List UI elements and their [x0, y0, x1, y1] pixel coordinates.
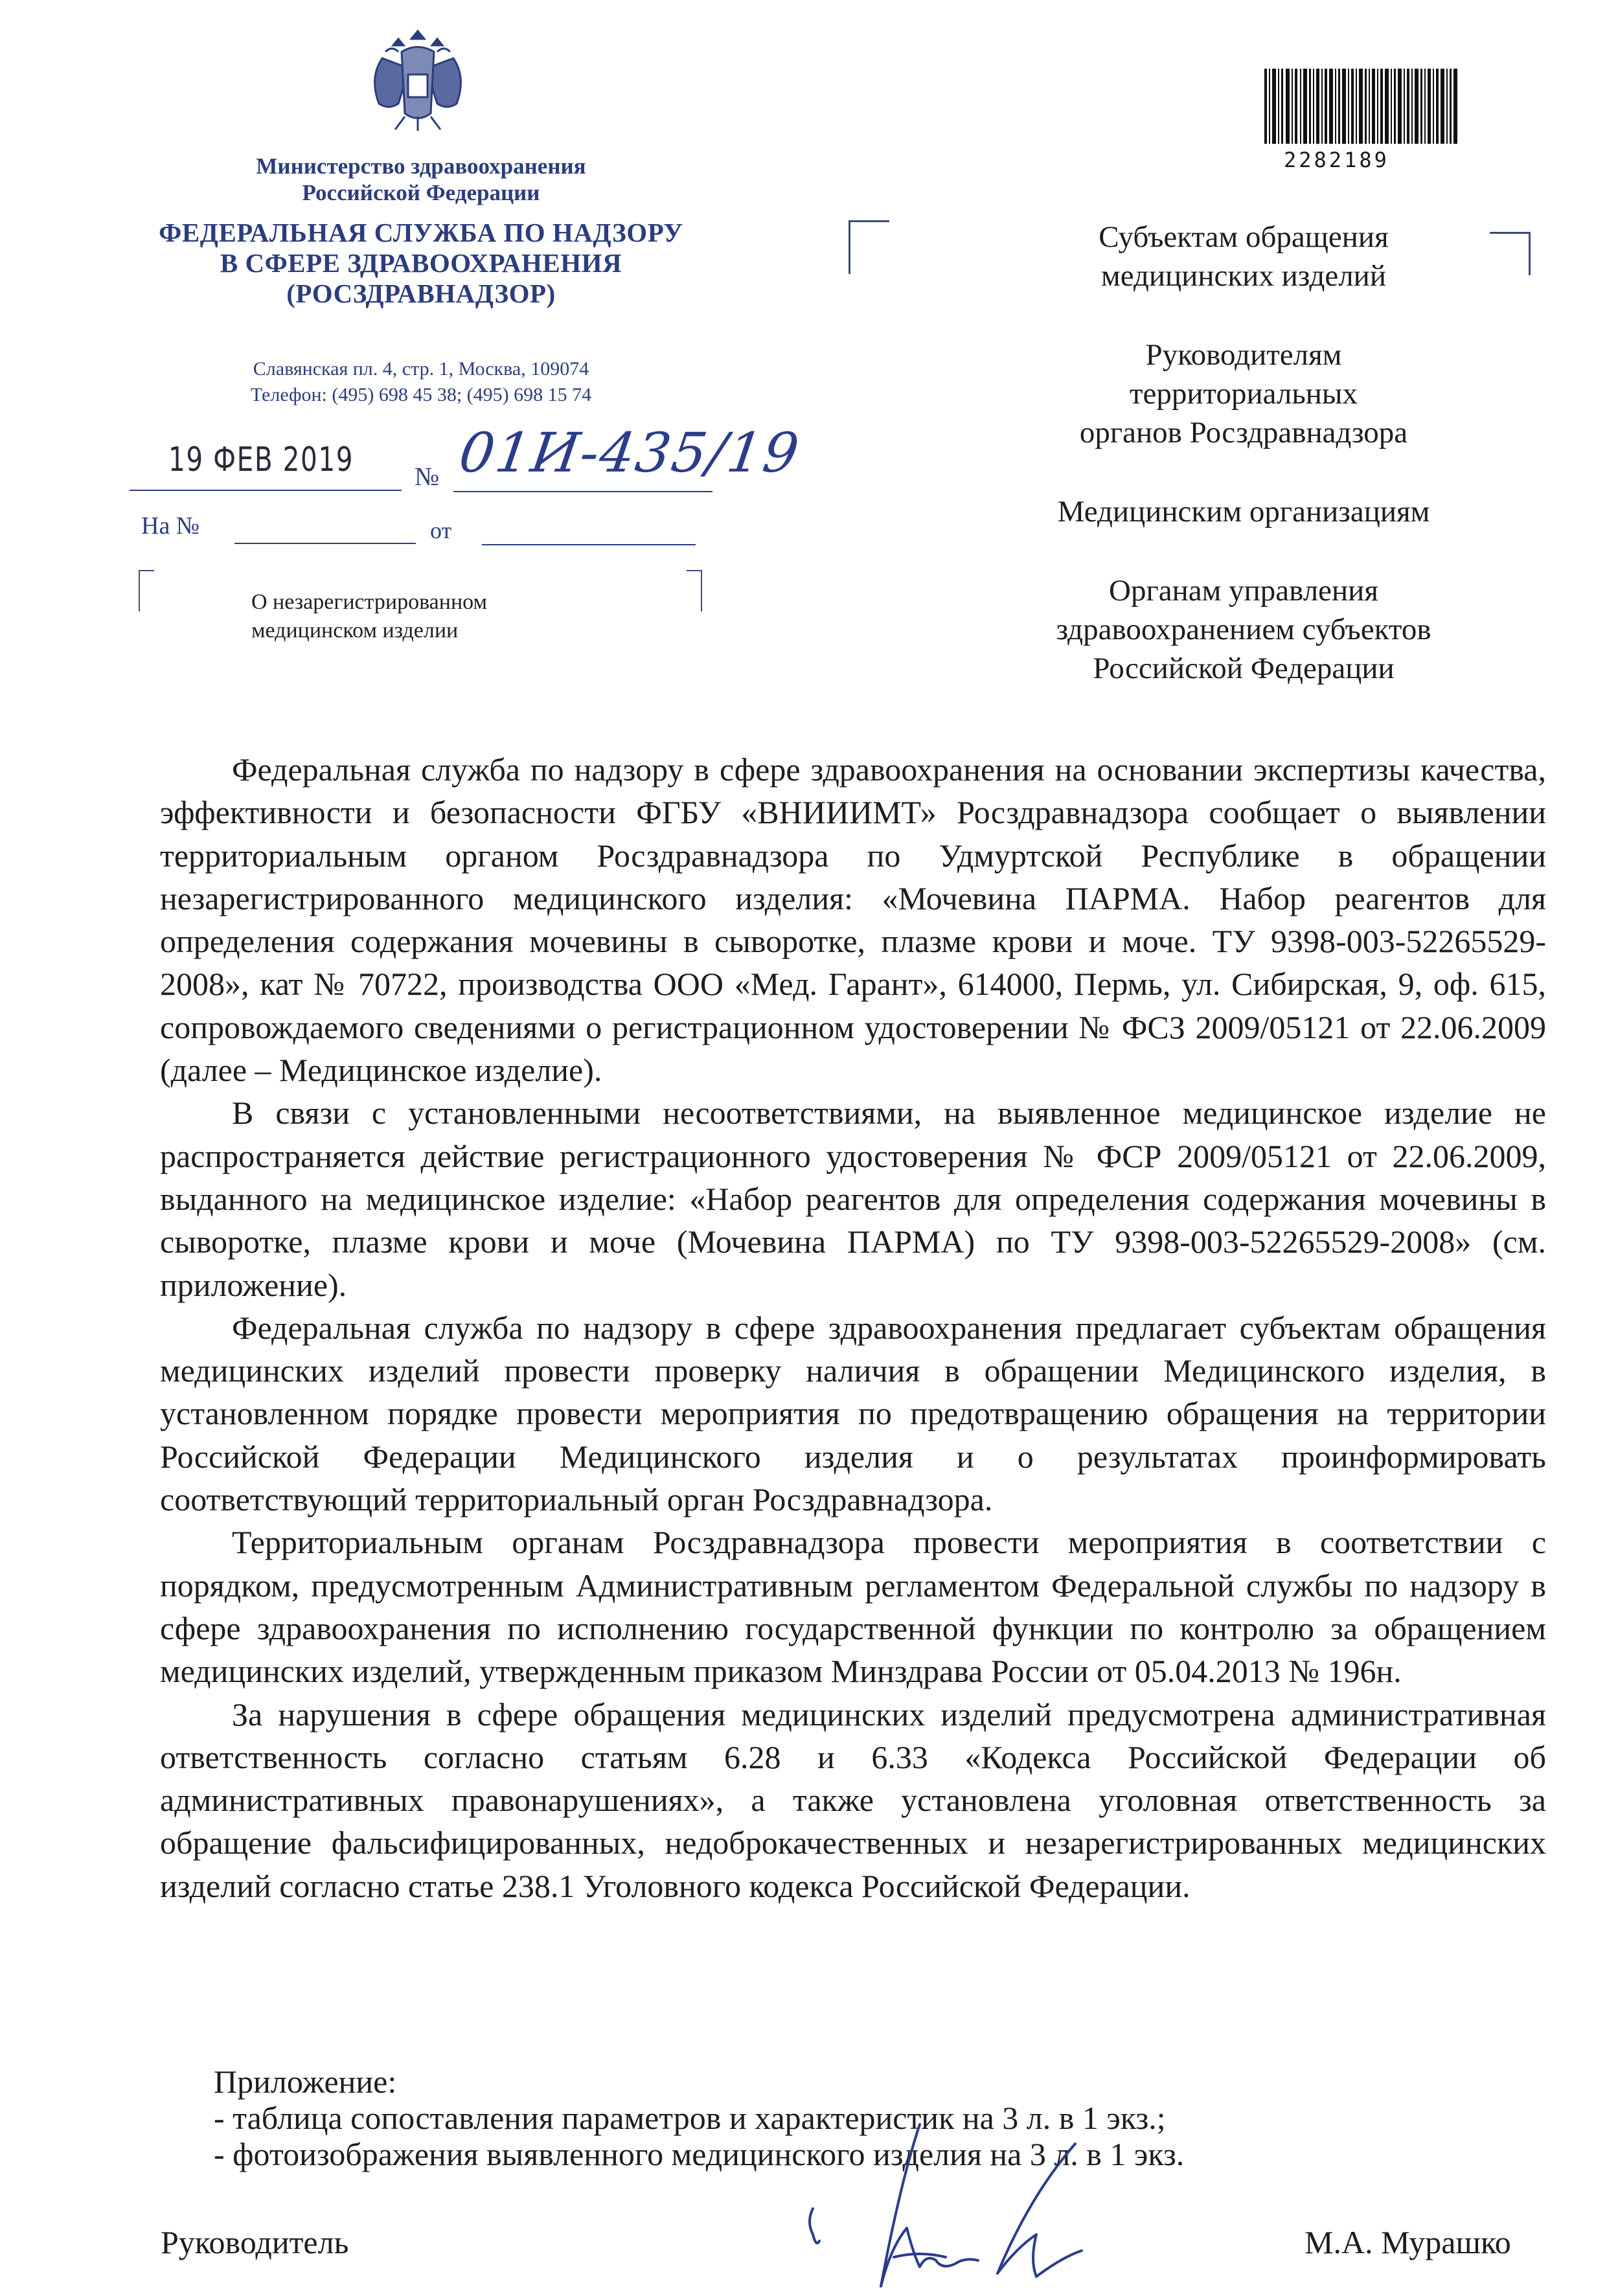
appendix-title: Приложение:	[214, 2063, 397, 2100]
agency-line-1: ФЕДЕРАЛЬНАЯ СЛУЖБА ПО НАДЗОРУ	[159, 218, 683, 247]
reference-number-underline	[234, 543, 416, 544]
addressee-line: медицинских изделий	[1100, 259, 1386, 293]
body-paragraph-1: Федеральная служба по надзору в сфере здравоохранения на основании экспертизы качества, эффективности и безопасности ФГБУ «ВНИИИМТ» Росздравнадзора сообщает о выявлении территориальным органом Росздравнадзора по Удмуртской Республике в обращении незарегистрированного медицинского изделия: «Мочевина ПАРМА. Набор реагентов для определения содержания мочевины в сыворотке, плазме крови и моче. ТУ 9398-003-52265529-2008», кат № 70722, производства ООО «Мед. Гарант», 614000, Пермь, ул. Сибирская, 9, оф. 615, сопровождаемого сведениями о регистрационном удостоверении № ФСЗ 2009/05121 от 22.06.2009 (далее – Медицинское изделие).	[160, 751, 1546, 1089]
body-paragraph-5: За нарушения в сфере обращения медицинских изделий предусмотрена административная ответственность согласно статьям 6.28 и 6.33 «Кодекса Российской Федерации об административных правонарушениях», а также установлена уголовная ответственность за обращение фальсифицированных, недоброкачественных и незарегистрированных медицинских изделий согласно статье 238.1 Уголовного кодекса Российской Федерации.	[160, 1696, 1546, 1904]
number-underline	[453, 491, 712, 492]
agency-phone: Телефон: (495) 698 45 38; (495) 698 15 74	[250, 384, 592, 405]
reference-from-label: от	[430, 517, 452, 543]
signer-role: Руководитель	[161, 2224, 349, 2260]
addressee-line: органов Росздравнадзора	[1079, 416, 1408, 449]
body-paragraph-4: Территориальным органам Росздравнадзора провести мероприятия в соответствии с порядком, предусмотренным Административным регламентом Федеральной службы по надзору в сфере здравоохранения по исполнению государственной функции по контролю за обращением медицинских изделий, утвержденным приказом Минздрава России от 05.04.2013 № 196н.	[160, 1524, 1546, 1690]
date-underline	[130, 490, 402, 491]
number-label: №	[415, 462, 440, 491]
addressee-line: Российской Федерации	[1093, 652, 1395, 685]
addressee-line: Субъектам обращения	[1099, 220, 1389, 254]
subject-line-1: О незарегистрированном	[251, 590, 488, 614]
addressee-group	[920, 571, 1567, 688]
letter-subject	[251, 588, 487, 645]
addressee-line: территориальных	[1129, 377, 1358, 411]
ministry-name	[142, 153, 700, 206]
addressee-group	[920, 218, 1567, 295]
letter-body	[160, 748, 1546, 1907]
addressee-line: здравоохранением субъектов	[1056, 613, 1431, 646]
handwritten-signature-icon	[797, 2118, 1095, 2296]
double-headed-eagle-emblem-icon	[363, 19, 473, 136]
agency-name	[130, 218, 712, 309]
reference-date-underline	[482, 544, 696, 545]
barcode-icon	[1264, 69, 1459, 144]
subject-corner-left	[139, 570, 154, 611]
addressee-corner-left	[849, 220, 889, 274]
addressee-block	[920, 218, 1567, 688]
letter-date-stamp: 19 ФЕВ 2019	[168, 440, 354, 479]
addressee-line: Руководителям	[1145, 338, 1342, 372]
agency-line-2: В СФЕРЕ ЗДРАВООХРАНЕНИЯ	[220, 248, 622, 278]
addressee-line: Медицинским организациям	[1057, 495, 1430, 529]
addressee-line: Органам управления	[1109, 574, 1378, 608]
appendix-item: - фотоизображения выявленного медицинского изделия на 3 л. в 1 экз.	[214, 2136, 1185, 2172]
addressee-group	[920, 335, 1567, 452]
barcode-number: 2282189	[1284, 148, 1389, 172]
appendix-item: - таблица сопоставления параметров и характеристик на 3 л. в 1 экз.;	[214, 2100, 1166, 2136]
signer-name: М.А. Мурашко	[1305, 2224, 1511, 2260]
body-paragraph-3: Федеральная служба по надзору в сфере здравоохранения предлагает субъектам обращения медицинских изделий провести проверку наличия в обращении Медицинского изделия, в установленном порядке провести мероприятия по предотвращению обращения на территории Российской Федерации Медицинского изделия и о результатах проинформировать соответствующий территориальный орган Росздравнадзора.	[160, 1309, 1546, 1518]
reference-number-label: На №	[141, 512, 200, 540]
body-paragraph-2: В связи с установленными несоответствиями, на выявленное медицинское изделие не распространяется действие регистрационного удостоверения № ФСР 2009/05121 от 22.06.2009, выданного на медицинское изделие: «Набор реагентов для определения содержания мочевины в сыворотке, плазме крови и моче (Мочевина ПАРМА) по ТУ 9398-003-52265529-2008» (см. приложение).	[160, 1095, 1546, 1303]
subject-line-2: медицинском изделии	[251, 619, 459, 642]
agency-address: Славянская пл. 4, стр. 1, Москва, 109074	[253, 358, 589, 380]
letter-registration-number: 01И-435/19	[455, 421, 804, 484]
addressee-group	[920, 492, 1567, 531]
agency-contacts	[155, 356, 687, 408]
agency-line-3: (РОСЗДРАВНАДЗОР)	[286, 278, 556, 308]
ministry-line: Министерство здравоохранения Российской Федерации	[256, 153, 586, 205]
subject-corner-right	[687, 570, 702, 611]
